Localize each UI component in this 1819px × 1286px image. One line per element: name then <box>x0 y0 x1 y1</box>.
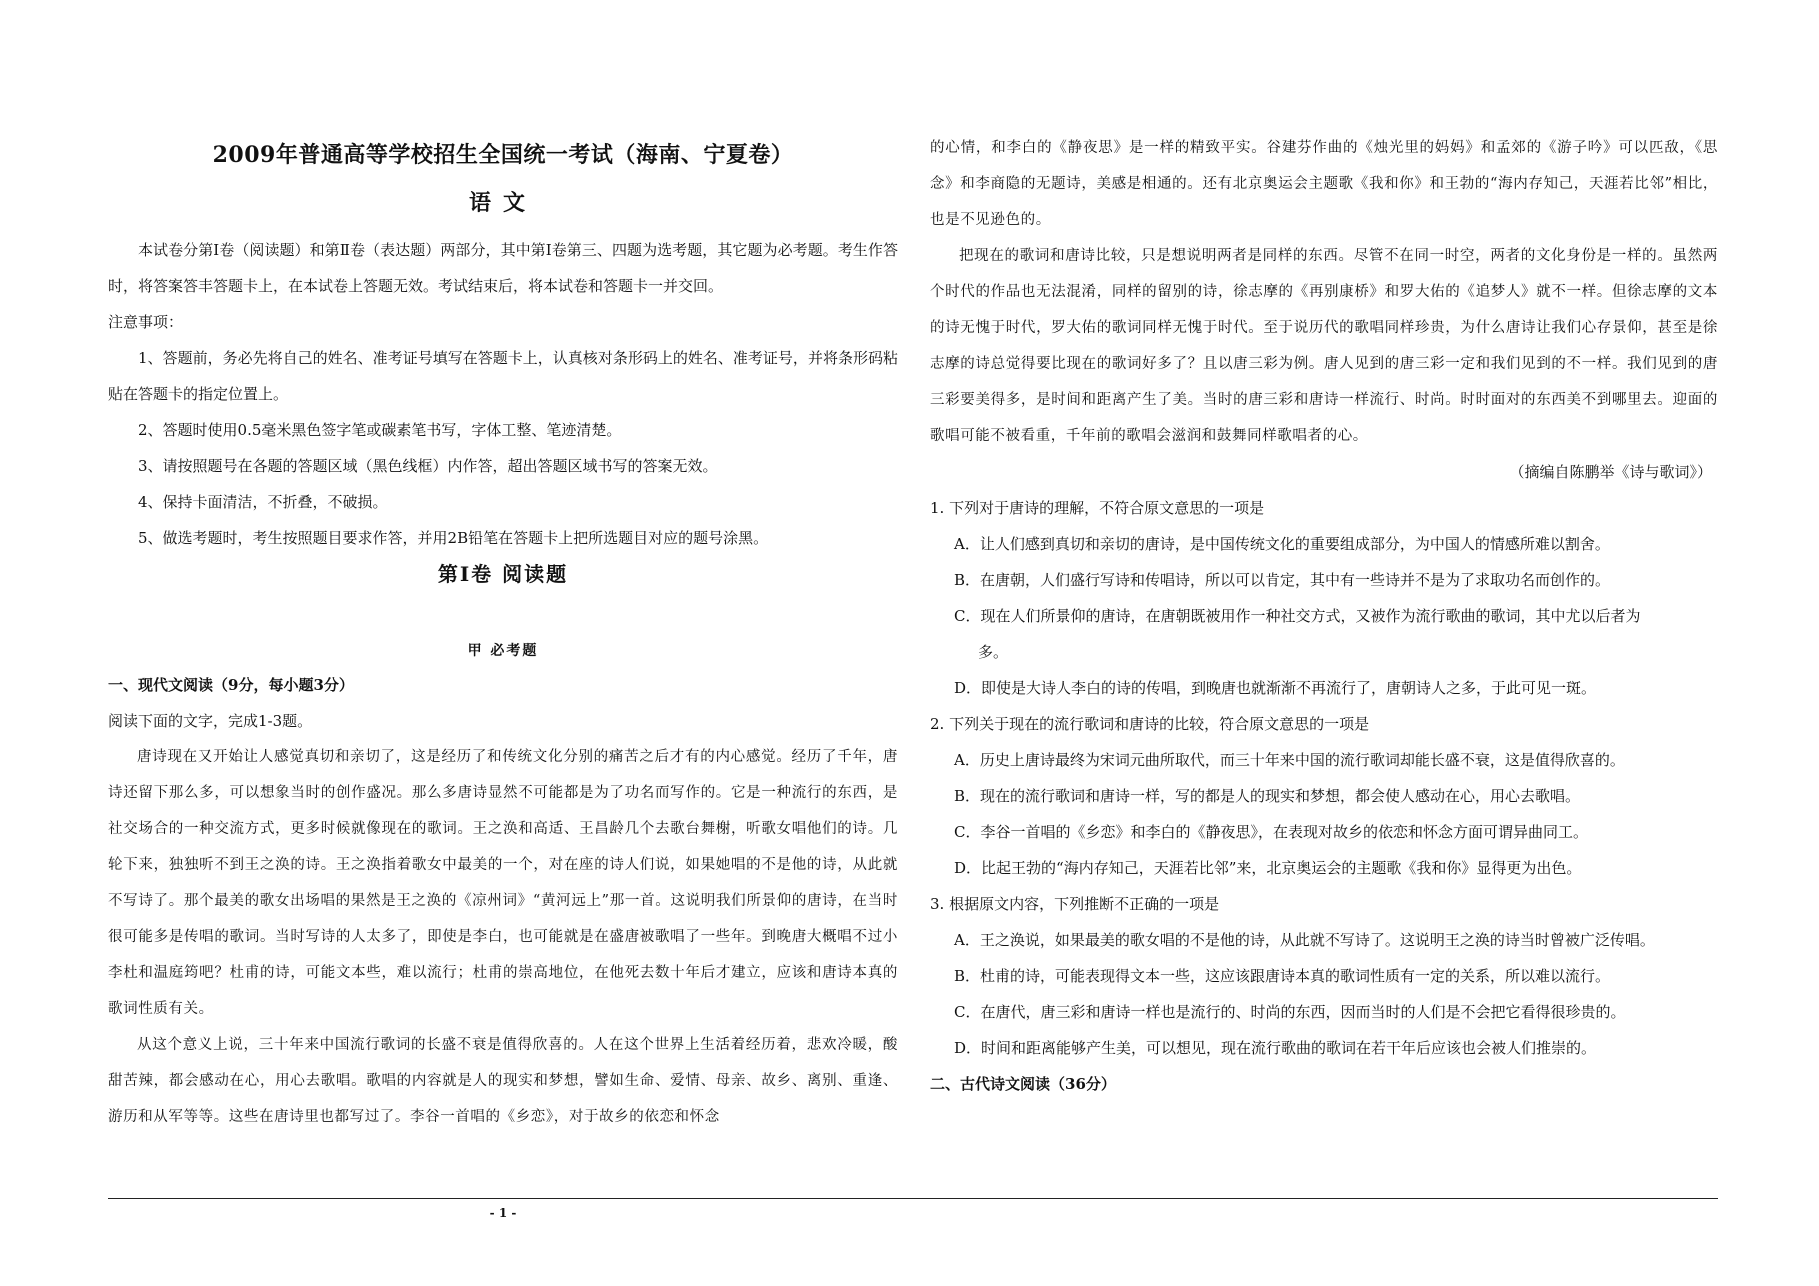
passage-paragraph: 从这个意义上说，三十年来中国流行歌词的长盛不衰是值得欣喜的。人在这个世界上生活着经历着，悲欢冷暖，酸甜苦辣，都会感动在心，用心去歌唱。歌唱的内容就是人的现实和梦想，譬如生命、爱情、母亲、故乡、离别、重逢、游历和从军等等。这些在唐诗里也都写过了。李谷一首唱的《乡恋》，对于故乡的依恋和怀念 <box>108 1037 898 1125</box>
option-b[interactable]: B．杜甫的诗，可能表现得文本一些，这应该跟唐诗本真的歌词性质有一定的关系，所以难以流行。 <box>954 967 1611 985</box>
question-stem: 3. 根据原文内容，下列推断不正确的一项是 <box>930 895 1220 913</box>
notice-item: 5、做选考题时，考生按照题目要求作答，并用2B铅笔在答题卡上把所选题目对应的题号涂黑。 <box>138 529 769 547</box>
option-d[interactable]: D．时间和距离能够产生美，可以想见，现在流行歌曲的歌词在若干年后应该也会被人们推崇的。 <box>954 1039 1597 1057</box>
part1-title: 第Ⅰ卷 阅读题 <box>437 562 569 586</box>
section-heading-modern-reading: 一、现代文阅读（9分，每小题3分） <box>108 676 354 694</box>
option-c[interactable]: C．李谷一首唱的《乡恋》和李白的《静夜思》，在表现对故乡的依恋和怀念方面可谓异曲同工。 <box>954 823 1588 841</box>
option-c[interactable]: C．在唐代，唐三彩和唐诗一样也是流行的、时尚的东西，因而当时的人们是不会把它看得很珍贵的。 <box>954 1003 1626 1021</box>
notice-item: 3、请按照题号在各题的答题区域（黑色线框）内作答，超出答题区域书写的答案无效。 <box>138 457 718 475</box>
option-d[interactable]: D．即使是大诗人李白的诗的传唱，到晚唐也就渐渐不再流行了，唐朝诗人之多，于此可见一斑。 <box>954 679 1597 697</box>
option-b[interactable]: B．在唐朝，人们盛行写诗和传唱诗，所以可以肯定，其中有一些诗并不是为了求取功名而创作的。 <box>954 571 1611 589</box>
question-1 <box>930 490 1718 706</box>
question-stem: 1. 下列对于唐诗的理解，不符合原文意思的一项是 <box>930 499 1265 517</box>
question-stem: 2. 下列关于现在的流行歌词和唐诗的比较，符合原文意思的一项是 <box>930 715 1370 733</box>
option-a[interactable]: A．王之涣说，如果最美的歌女唱的不是他的诗，从此就不写诗了。这说明王之涣的诗当时曾被广泛传唱。 <box>954 931 1655 949</box>
option-d[interactable]: D．比起王勃的“海内存知己，天涯若比邻”来，北京奥运会的主题歌《我和你》显得更为出色。 <box>954 859 1582 877</box>
exam-intro: 本试卷分第Ⅰ卷（阅读题）和第Ⅱ卷（表达题）两部分，其中第Ⅰ卷第三、四题为选考题，其它题为必考题。考生作答时，将答案答丰答题卡上，在本试卷上答题无效。考试结束后，将本试卷和答题卡一并交回。 <box>108 241 898 295</box>
notice-label: 注意事项： <box>108 313 184 331</box>
page-number: - 1 - <box>489 1206 517 1220</box>
notice-item: 2、答题时使用0.5毫米黑色签字笔或碳素笔书写，字体工整、笔迹清楚。 <box>138 421 622 439</box>
subject-title: 语文 <box>468 190 537 216</box>
passage-source: （摘编自陈鹏举《诗与歌词》） <box>1509 463 1712 481</box>
notice-item: 1、答题前，务必先将自己的姓名、准考证号填写在答题卡上，认真核对条形码上的姓名、准考证号，并将条形码粘贴在答题卡的指定位置上。 <box>108 349 898 403</box>
notice-item: 4、保持卡面清洁，不折叠，不破损。 <box>138 493 388 511</box>
passage-paragraph-continued: 的心情，和李白的《静夜思》是一样的精致平实。谷建芬作曲的《烛光里的妈妈》和孟郊的《游子吟》可以匹敌，《思念》和李商隐的无题诗，美感是相通的。还有北京奥运会主题歌《我和你》和王勃的“海内存知己，天涯若比邻”相比，也是不见逊色的。 <box>930 140 1718 228</box>
section-heading-classical-reading: 二、古代诗文阅读（36分） <box>930 1075 1116 1093</box>
option-b[interactable]: B．现在的流行歌词和唐诗一样，写的都是人的现实和梦想，都会使人感动在心，用心去歌唱。 <box>954 787 1581 805</box>
reading-instruction: 阅读下面的文字，完成1-3题。 <box>108 712 313 730</box>
section-a-title: 甲 必考题 <box>467 643 539 659</box>
document-title: 2009年普通高等学校招生全国统一考试（海南、宁夏卷） <box>212 142 794 168</box>
question-2 <box>930 706 1718 886</box>
question-3 <box>930 886 1718 1066</box>
option-c[interactable]: C．现在人们所景仰的唐诗，在唐朝既被用作一种社交方式，又被作为流行歌曲的歌词，其中尤以后者为 <box>954 607 1641 625</box>
passage-paragraph: 唐诗现在又开始让人感觉真切和亲切了，这是经历了和传统文化分别的痛苦之后才有的内心感觉。经历了千年，唐诗还留下那么多，可以想象当时的创作盛况。那么多唐诗显然不可能都是为了功名而写作的。它是一种流行的东西，是社交场合的一种交流方式，更多时候就像现在的歌词。王之涣和高适、王昌龄几个去歌台舞榭，听歌女唱他们的诗。几轮下来，独独听不到王之涣的诗。王之涣指着歌女中最美的一个，对在座的诗人们说，如果她唱的不是他的诗，从此就不写诗了。那个最美的歌女出场唱的果然是王之涣的《凉州词》“黄河远上”那一首。这说明我们所景仰的唐诗，在当时很可能多是传唱的歌词。当时写诗的人太多了，即使是李白，也可能就是在盛唐被歌唱了一些年。到晚唐大概唱不过小李杜和温庭筠吧？杜甫的诗，可能文本些，难以流行；杜甫的崇高地位，在他死去数十年后才建立，应该和唐诗本真的歌词性质有关。 <box>108 749 898 1017</box>
option-a[interactable]: A．历史上唐诗最终为宋词元曲所取代，而三十年来中国的流行歌词却能长盛不衰，这是值得欣喜的。 <box>954 751 1625 769</box>
passage-paragraph: 把现在的歌词和唐诗比较，只是想说明两者是同样的东西。尽管不在同一时空，两者的文化身份是一样的。虽然两个时代的作品也无法混淆，同样的留别的诗，徐志摩的《再别康桥》和罗大佑的《追梦人》就不一样。但徐志摩的文本的诗无愧于时代，罗大佑的歌词同样无愧于时代。至于说历代的歌唱同样珍贵，为什么唐诗让我们心存景仰，甚至是徐志摩的诗总觉得要比现在的歌词好多了？且以唐三彩为例。唐人见到的唐三彩一定和我们见到的不一样。我们见到的唐三彩要美得多，是时间和距离产生了美。当时的唐三彩和唐诗一样流行、时尚。时时面对的东西美不到哪里去。迎面的歌唱可能不被看重，千年前的歌唱会滋润和鼓舞同样歌唱者的心。 <box>930 248 1718 444</box>
option-c-continued: 多。 <box>978 643 1009 661</box>
option-a[interactable]: A．让人们感到真切和亲切的唐诗，是中国传统文化的重要组成部分，为中国人的情感所难以割舍。 <box>954 535 1610 553</box>
footer-divider <box>108 1198 1718 1199</box>
